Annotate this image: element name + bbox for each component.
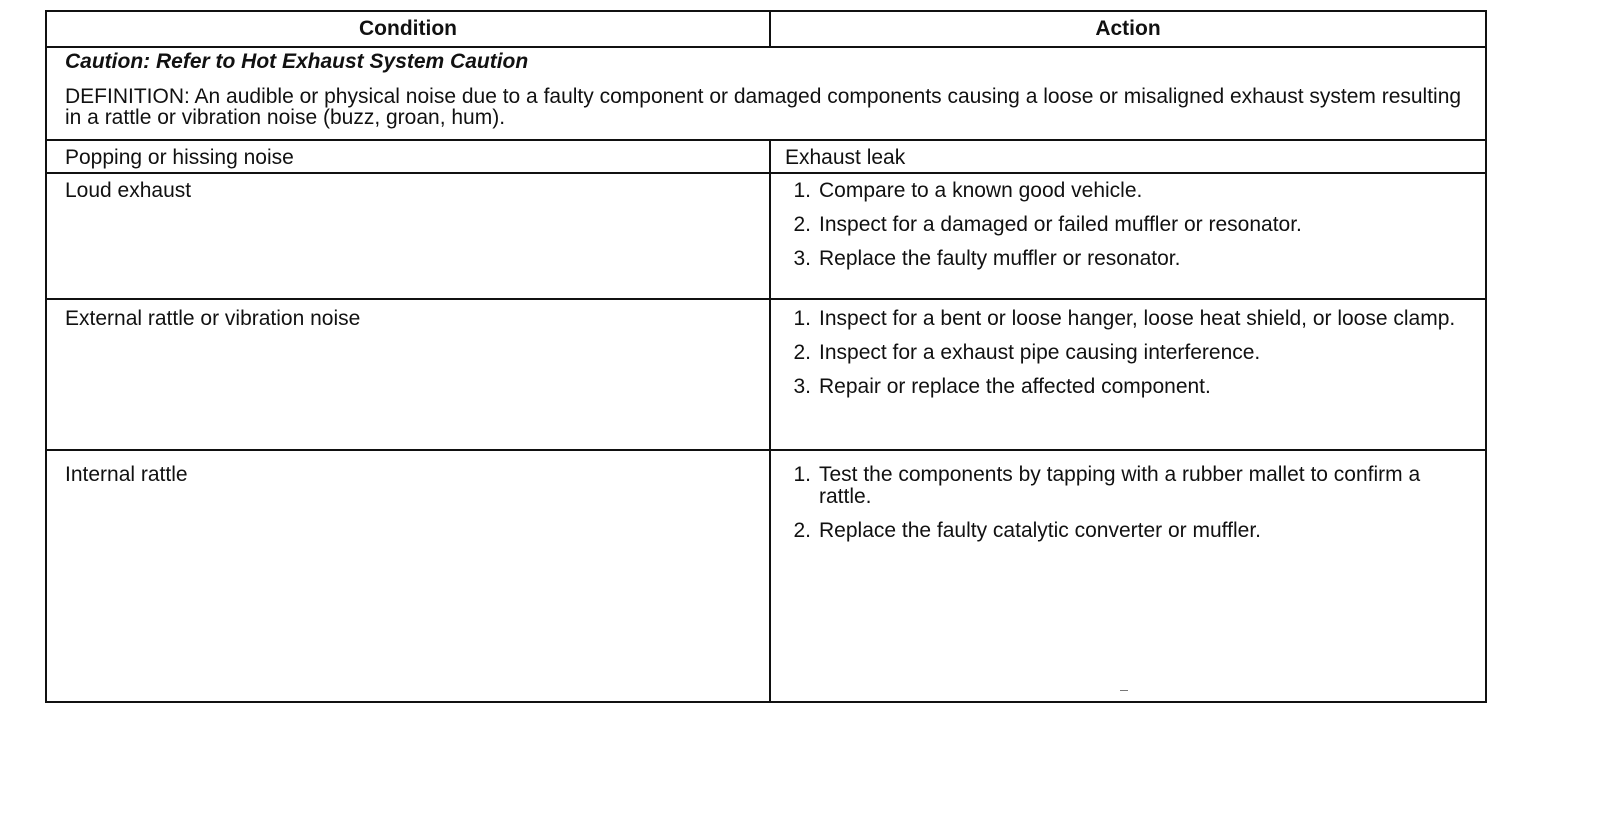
step-number: 2. xyxy=(793,519,811,542)
column-divider xyxy=(769,139,771,701)
condition-cell: Loud exhaust xyxy=(65,179,192,202)
action-step xyxy=(785,180,1465,202)
row-divider xyxy=(47,46,1485,48)
action-step xyxy=(785,376,1465,398)
condition-cell: Popping or hissing noise xyxy=(65,146,294,169)
step-text: Replace the faulty muffler or resonator. xyxy=(819,247,1181,270)
step-number: 3. xyxy=(793,247,811,270)
action-steps xyxy=(785,464,1465,554)
step-text: Test the components by tapping with a rubber mallet to confirm a rattle. xyxy=(819,463,1421,508)
condition-cell: External rattle or vibration noise xyxy=(65,307,361,330)
step-text: Replace the faulty catalytic converter or muffler. xyxy=(819,519,1261,542)
column-divider xyxy=(769,12,771,46)
action-steps xyxy=(785,308,1465,410)
scan-speck xyxy=(1120,690,1128,691)
row-divider xyxy=(47,139,1485,141)
step-text: Inspect for a exhaust pipe causing interference. xyxy=(819,341,1261,364)
step-number: 1. xyxy=(793,463,811,486)
step-number: 1. xyxy=(793,179,811,202)
caution-note: Caution: Refer to Hot Exhaust System Caution xyxy=(65,50,529,73)
step-text: Inspect for a damaged or failed muffler or resonator. xyxy=(819,213,1302,236)
action-steps xyxy=(785,180,1465,282)
action-step xyxy=(785,520,1465,542)
definition-text: DEFINITION: An audible or physical noise due to a faulty component or damaged components causing a loose or misaligned exhaust system resulting in a rattle or vibration noise (buzz, groan, hum). xyxy=(65,85,1462,129)
header-action: Action xyxy=(1095,17,1161,40)
step-number: 3. xyxy=(793,375,811,398)
step-text: Repair or replace the affected component. xyxy=(819,375,1211,398)
action-cell: Exhaust leak xyxy=(785,146,906,169)
action-step xyxy=(785,308,1465,330)
action-step xyxy=(785,214,1465,236)
step-text: Compare to a known good vehicle. xyxy=(819,179,1143,202)
row-divider xyxy=(47,172,1485,174)
step-number: 2. xyxy=(793,213,811,236)
step-text: Inspect for a bent or loose hanger, loose heat shield, or loose clamp. xyxy=(819,307,1456,330)
action-step xyxy=(785,248,1465,270)
diagnostic-table xyxy=(45,10,1487,703)
row-divider xyxy=(47,449,1485,451)
condition-cell: Internal rattle xyxy=(65,463,188,486)
step-number: 2. xyxy=(793,341,811,364)
row-divider xyxy=(47,298,1485,300)
header-condition: Condition xyxy=(359,17,457,40)
action-step xyxy=(785,342,1465,364)
action-step xyxy=(785,464,1465,508)
step-number: 1. xyxy=(793,307,811,330)
